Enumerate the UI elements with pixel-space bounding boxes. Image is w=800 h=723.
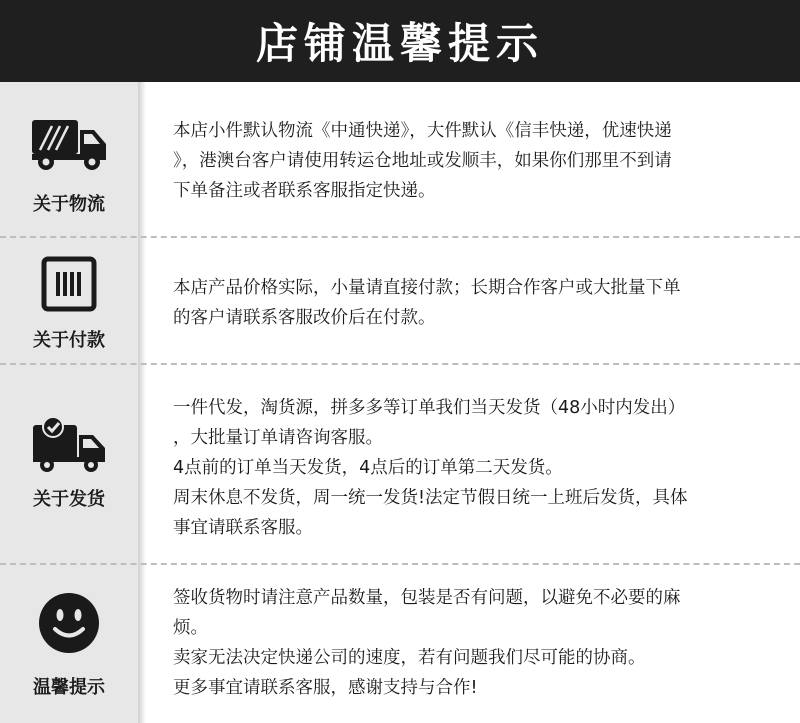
barcode-payment-icon (30, 254, 108, 314)
section-text-shipping (173, 393, 773, 543)
section-payment (0, 238, 800, 363)
text-line: 烦。 (173, 618, 208, 638)
section-shipping (0, 365, 800, 563)
section-tips (0, 565, 800, 723)
text-line: 事宜请联系客服。 (173, 518, 313, 538)
section-text-logistics (173, 116, 773, 206)
text-line: 下单备注或者联系客服指定快递。 (173, 181, 436, 201)
section-logistics (0, 82, 800, 236)
text-line: 本店产品价格实际，小量请直接付款；长期合作客户或大批量下单 (173, 278, 681, 298)
page-title: 店铺温馨提示 (255, 19, 544, 68)
text-line: 签收货物时请注意产品数量，包装是否有问题，以避免不必要的麻 (173, 588, 681, 608)
section-label-tips: 温馨提示 (33, 677, 105, 698)
smiley-face-icon (30, 593, 108, 653)
section-text-tips (173, 583, 773, 703)
text-line: ，大批量订单请咨询客服。 (173, 428, 383, 448)
text-line: 4点前的订单当天发货，4点后的订单第二天发货。 (173, 458, 563, 478)
text-line: 本店小件默认物流《中通快递》，大件默认《信丰快递，优速快递 (173, 121, 672, 141)
text-line: 的客户请联系客服改价后在付款。 (173, 308, 436, 328)
text-line: 更多事宜请联系客服，感谢支持与合作! (173, 678, 478, 698)
section-label-payment: 关于付款 (33, 330, 105, 351)
section-text-payment (173, 273, 773, 333)
text-line: 周末休息不发货，周一统一发货!法定节假日统一上班后发货，具体 (173, 488, 688, 508)
text-line: 卖家无法决定快递公司的速度，若有问题我们尽可能的协商。 (173, 648, 646, 668)
delivery-truck-icon (30, 114, 108, 174)
header-banner (0, 0, 800, 82)
shipping-truck-check-icon (30, 415, 108, 475)
section-label-shipping: 关于发货 (33, 489, 105, 510)
section-label-logistics: 关于物流 (33, 194, 105, 215)
text-line: 》，港澳台客户请使用转运仓地址或发顺丰，如果你们那里不到请 (173, 151, 672, 171)
text-line: 一件代发，淘货源，拼多多等订单我们当天发货（48小时内发出） (173, 398, 686, 418)
